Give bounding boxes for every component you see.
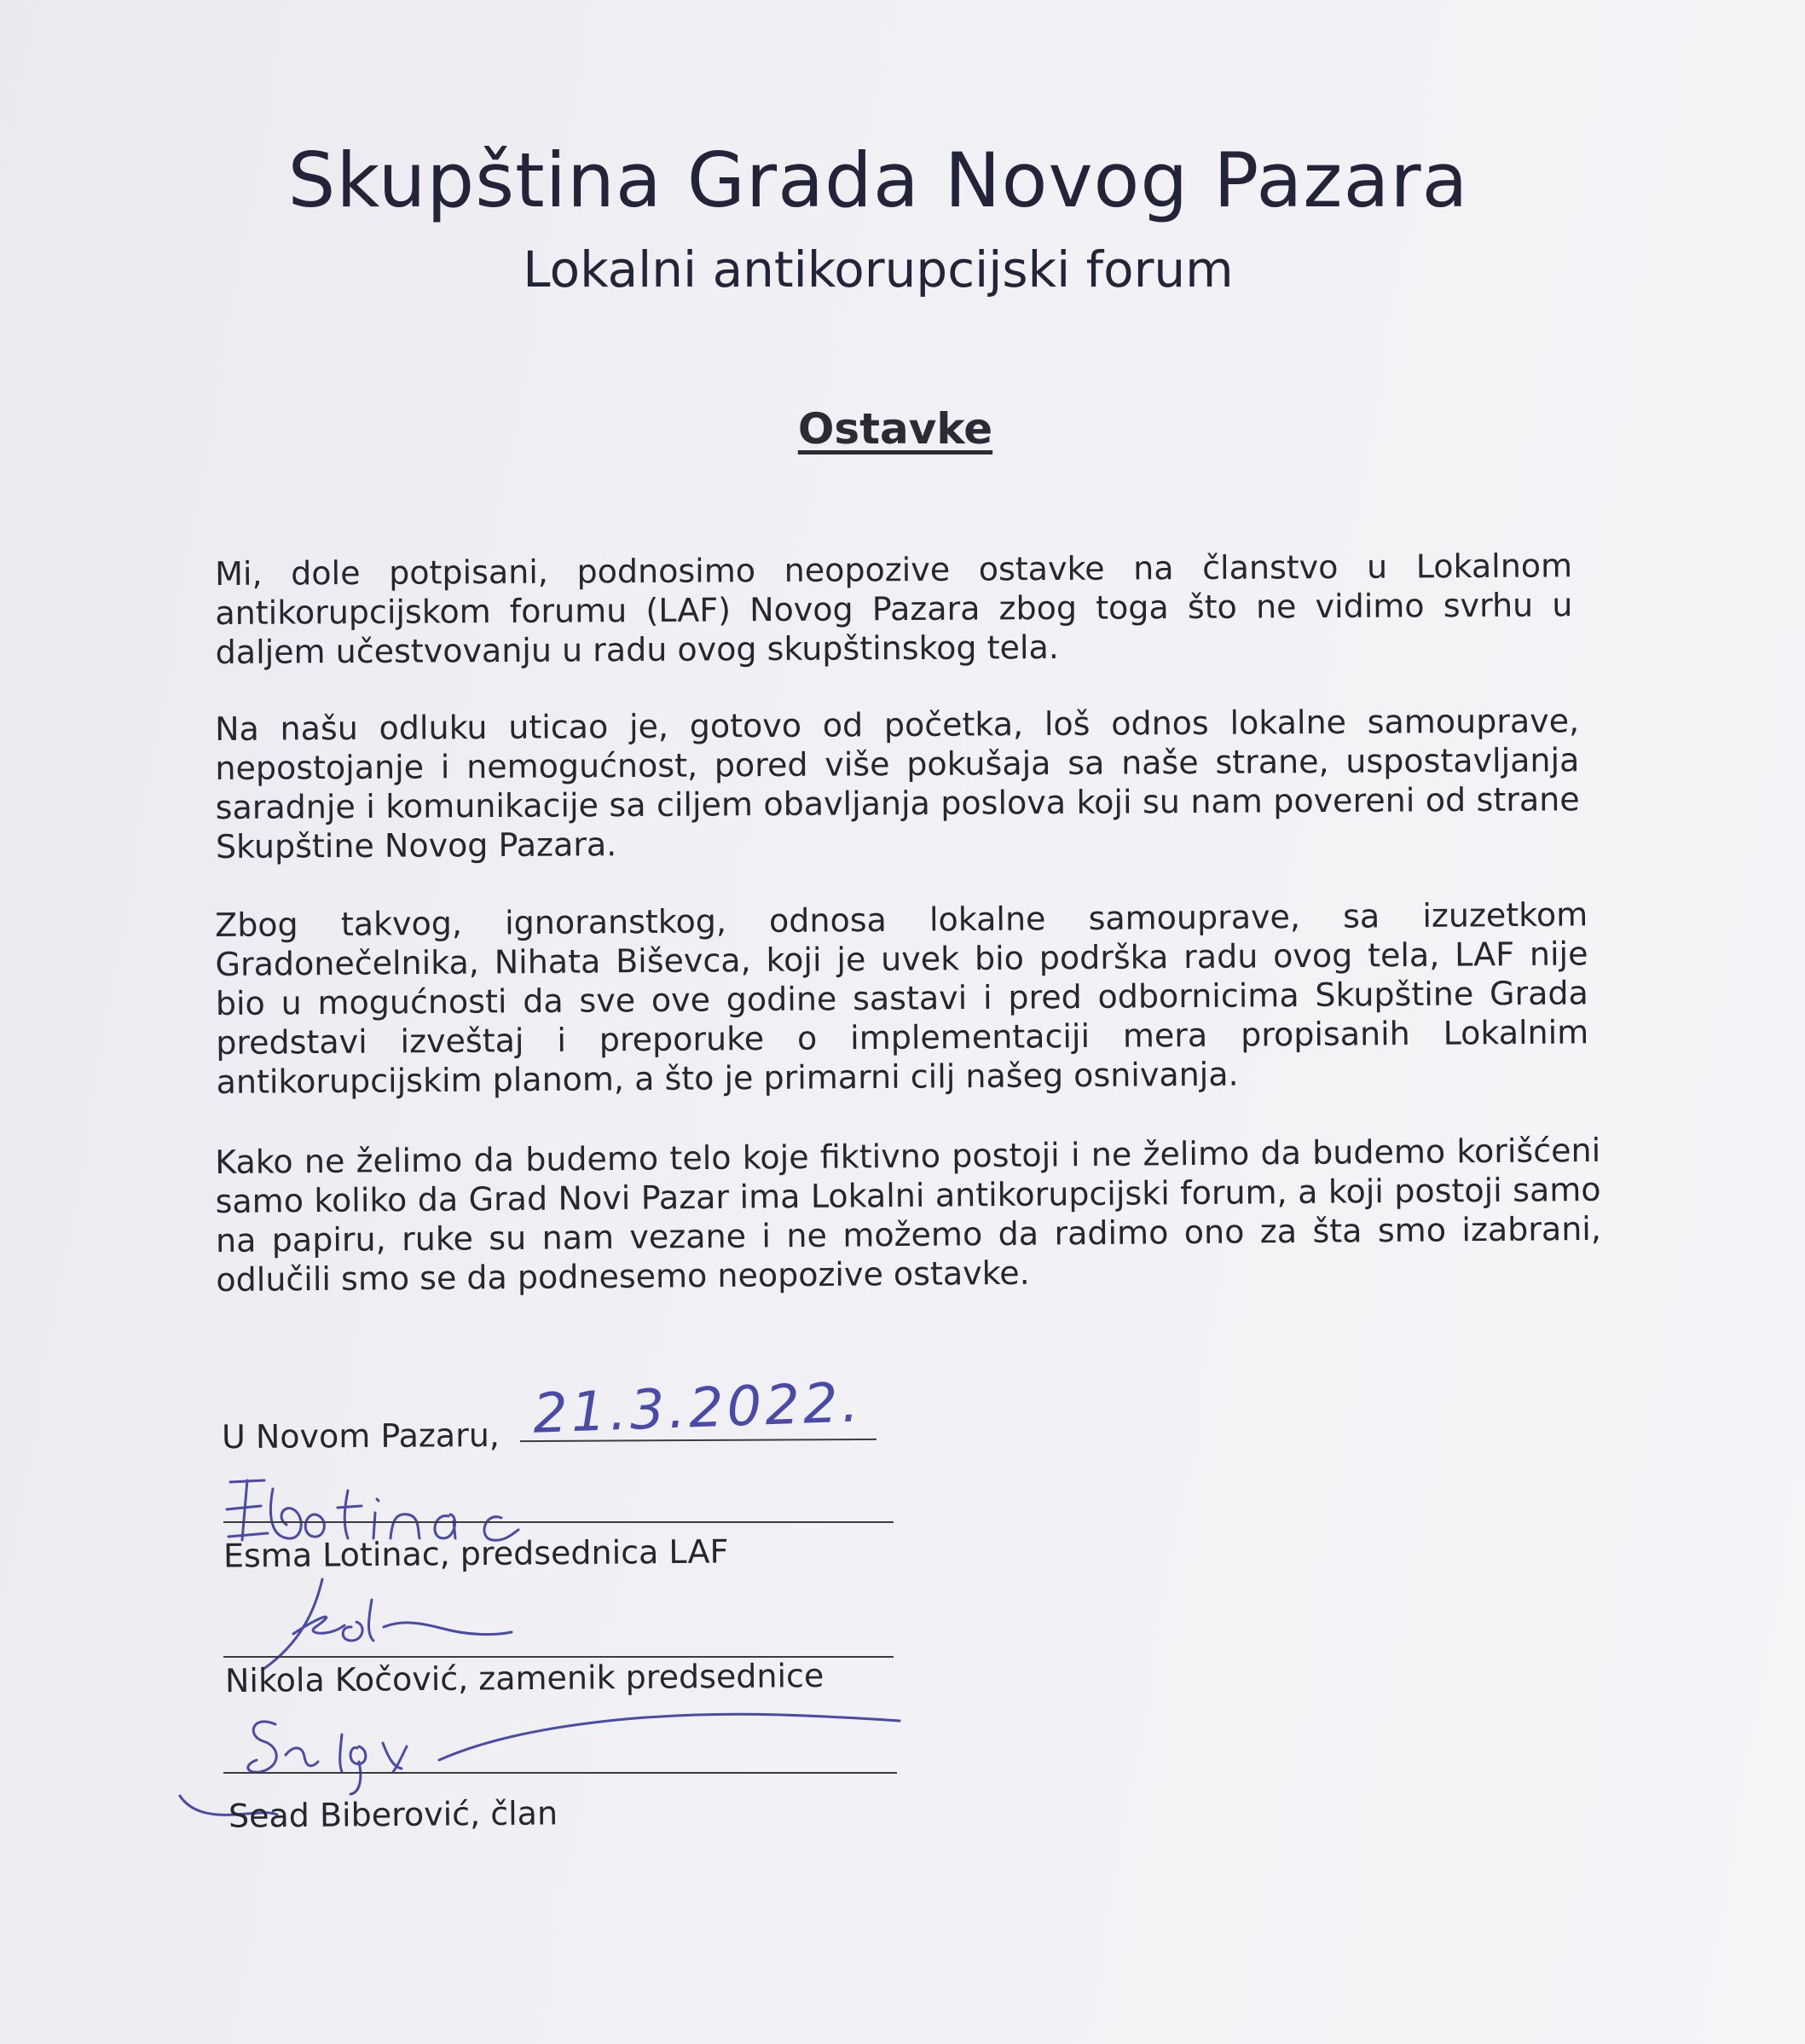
paragraph-2: Na našu odluku uticao je, gotovo od početka, loš odnos lokalne samouprave, nepostojanje i nemogućnost, pored više pokušaja sa naše strane, uspostavljanja saradnje i komunikacije sa ciljem obavljanja poslova koji su nam povereni od strane Skupštine Novog Pazara. bbox=[215, 702, 1580, 866]
document-heading: Ostavke bbox=[797, 404, 993, 454]
forum-subtitle: Lokalni antikorupcijski forum bbox=[523, 240, 1234, 298]
signer-2-label: Nikola Kočović, zamenik predsednice bbox=[224, 1656, 824, 1700]
signer-1-label: Esma Lotinac, predsednica LAF bbox=[223, 1532, 729, 1575]
place-label: U Novom Pazaru, bbox=[221, 1416, 500, 1456]
signature-line-3 bbox=[223, 1772, 897, 1774]
handwritten-date: 21.3.2022. bbox=[531, 1371, 864, 1446]
institution-title: Skupština Grada Novog Pazara bbox=[287, 136, 1469, 224]
paragraph-4: Kako ne želimo da budemo telo koje fiktivno postoji i ne želimo da budemo korišćeni samo koliko da Grad Novi Pazar ima Lokalni antikorupcijski forum, a koji postoji samo na papiru, ruke su nam vezane i ne možemo da radimo ono za šta smo izabrani, odlučili smo se da podnesemo neopozive ostavke. bbox=[215, 1131, 1602, 1299]
signature-line-1 bbox=[223, 1521, 894, 1523]
signer-3-label: Sead Biberović, član bbox=[228, 1794, 558, 1835]
paragraph-3: Zbog takvog, ignoranstkog, odnosa lokalne samouprave, sa izuzetkom Gradonečelnika, Nihata Biševca, koji je uvek bio podrška radu ovog tela, LAF nije bio u mogućnosti da sve ove godine sastavi i pred odbornicima Skupštine Grada predstavi izveštaj i preporuke o implementaciji mera propisanih Lokalnim antikorupcijskim planom, a što je primarni cilj našeg osnivanja. bbox=[215, 895, 1589, 1101]
paragraph-1: Mi, dole potpisani, podnosimo neopozive ostavke na članstvo u Lokalnom antikorupcijskom forumu (LAF) Novog Pazara zbog toga što ne vidimo svrhu u daljem učestvovanju u radu ovog skupštinskog tela. bbox=[215, 547, 1573, 671]
